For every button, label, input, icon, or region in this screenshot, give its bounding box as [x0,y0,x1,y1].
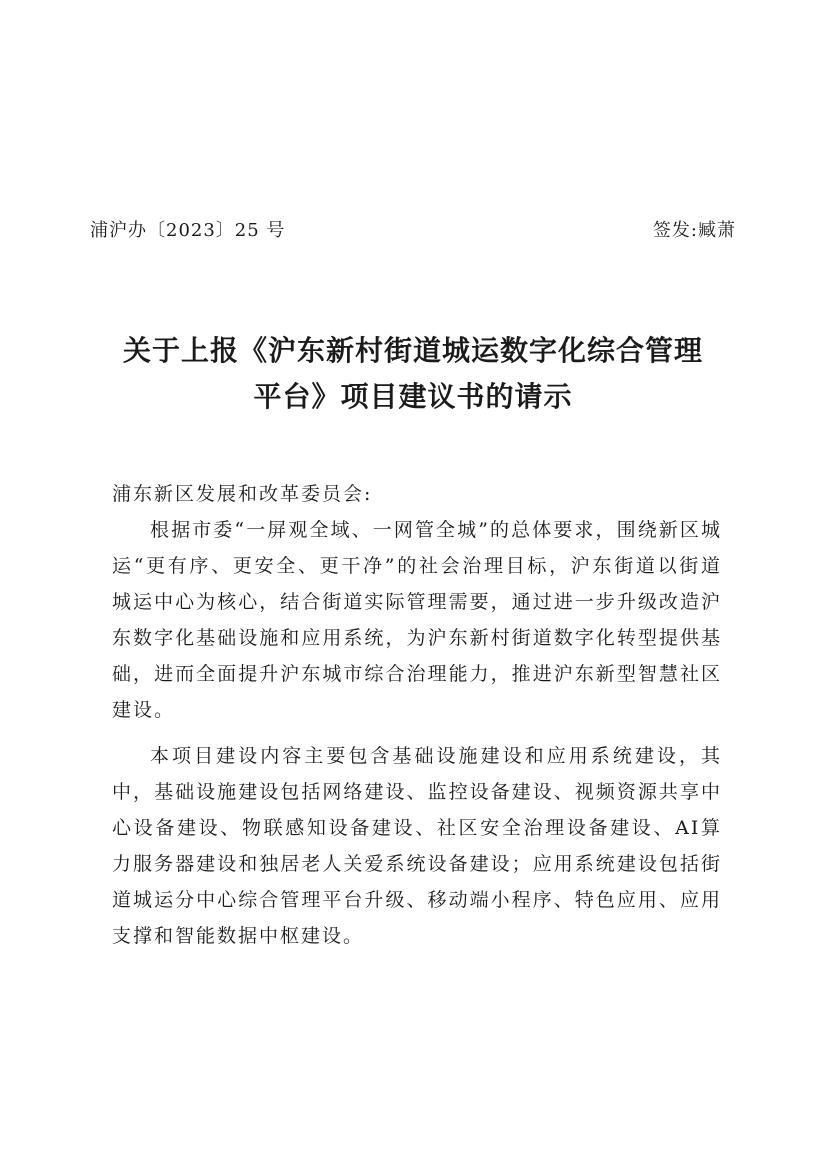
document-number: 浦沪办〔2023〕25 号 [90,220,286,241]
addressee: 浦东新区发展和改革委员会: [112,483,373,505]
body-paragraph-1: 根据市委“一屏观全域、一网管全城”的总体要求，围绕新区城运“更有序、更安全、更干净”的社会治理目标，沪东街道以街道城运中心为核心，结合街道实际管理需要，通过进一步升级改造沪东数字化基础设施和应用系统，为沪东新村街道数字化转型提供基础，进而全面提升沪东城市综合治理能力，推进沪东新型智慧社区建设。 [112,519,722,721]
title-line-2: 平台》项目建议书的请示 [253,380,573,413]
issuer-signature: 签发:臧萧 [652,220,736,241]
title-line-1: 关于上报《沪东新村街道城运数字化综合管理 [122,334,703,367]
body-paragraph-2: 本项目建设内容主要包含基础设施建设和应用系统建设，其中，基础设施建设包括网络建设、监控设备建设、视频资源共享中心设备建设、物联感知设备建设、社区安全治理设备建设、AI算力服务器建设和独居老人关爱系统设备建设；应用系统建设包括街道城运分中心综合管理平台升级、移动端小程序、特色应用、应用支撑和智能数据中枢建设。 [112,745,722,947]
document-title [60,328,766,420]
document-body [112,476,722,954]
document-header [90,218,736,244]
